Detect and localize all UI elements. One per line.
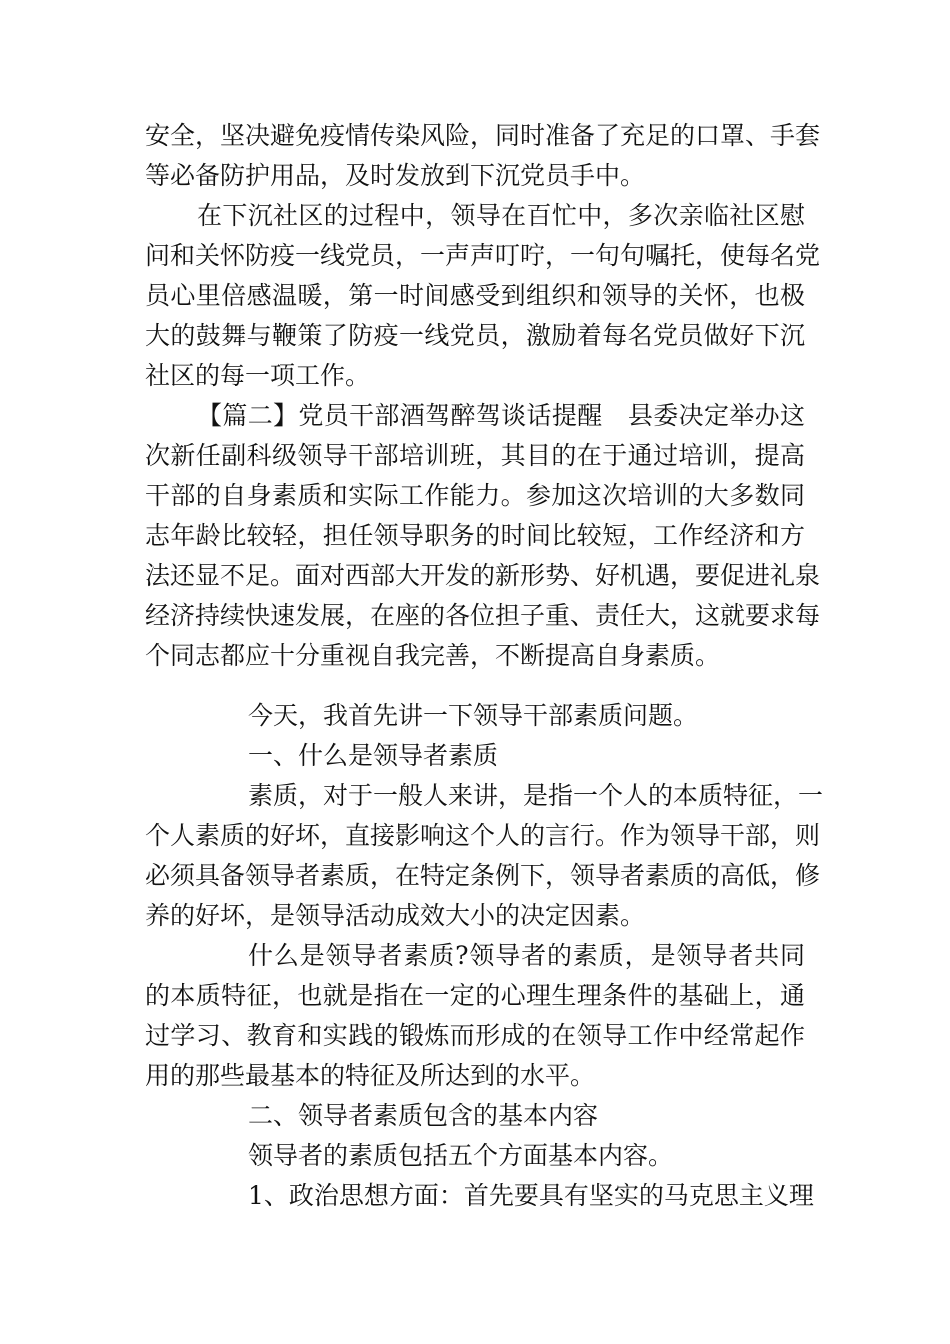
text-line: 等必备防护用品，及时发放到下沉党员手中。 [145,161,646,190]
text-line: 素质，对于一般人来讲，是指一个人的本质特征，一 [248,781,824,810]
text-line: 1、政治思想方面：首先要具有坚实的马克思主义理 [248,1181,814,1210]
subheading-line: 一、什么是领导者素质 [248,741,499,770]
text-line: 干部的自身素质和实际工作能力。参加这次培训的大多数同 [145,481,805,510]
text-line: 在下沉社区的过程中，领导在百忙中，多次亲临社区慰 [197,201,805,230]
text-line: 用的那些最基本的特征及所达到的水平。 [145,1061,596,1090]
text-line: 社区的每一项工作。 [145,361,371,390]
text-line: 领导者的素质包括五个方面基本内容。 [248,1141,674,1170]
text-line: 次新任副科级领导干部培训班，其目的在于通过培训，提高 [145,441,805,470]
text-line: 大的鼓舞与鞭策了防疫一线党员，激励着每名党员做好下沉 [145,321,805,350]
subheading-line: 二、领导者素质包含的基本内容 [248,1101,599,1130]
section-heading-line: 【篇二】党员干部酒驾醉驾谈话提醒 县委决定举办这 [197,401,805,430]
text-line: 安全，坚决避免疫情传染风险，同时准备了充足的口罩、手套 [145,121,821,150]
text-line: 问和关怀防疫一线党员，一声声叮咛，一句句嘱托，使每名党 [145,241,821,270]
text-line: 个人素质的好坏，直接影响这个人的言行。作为领导干部，则 [145,821,821,850]
text-line: 必须具备领导者素质，在特定条例下，领导者素质的高低，修 [145,861,821,890]
text-line: 个同志都应十分重视自我完善，不断提高自身素质。 [145,641,721,670]
text-line: 员心里倍感温暖，第一时间感受到组织和领导的关怀，也极 [145,281,805,310]
text-line: 经济持续快速发展，在座的各位担子重、责任大，这就要求每 [145,601,821,630]
text-line: 志年龄比较轻，担任领导职务的时间比较短，工作经济和方 [145,521,805,550]
text-line: 什么是领导者素质?领导者的素质，是领导者共同 [248,941,805,970]
text-line: 的本质特征，也就是指在一定的心理生理条件的基础上，通 [145,981,805,1010]
text-line: 养的好坏，是领导活动成效大小的决定因素。 [145,901,646,930]
text-line: 今天，我首先讲一下领导干部素质问题。 [248,701,699,730]
text-line: 过学习、教育和实践的锻炼而形成的在领导工作中经常起作 [145,1021,805,1050]
text-line: 法还显不足。面对西部大开发的新形势、好机遇，要促进礼泉 [145,561,821,590]
